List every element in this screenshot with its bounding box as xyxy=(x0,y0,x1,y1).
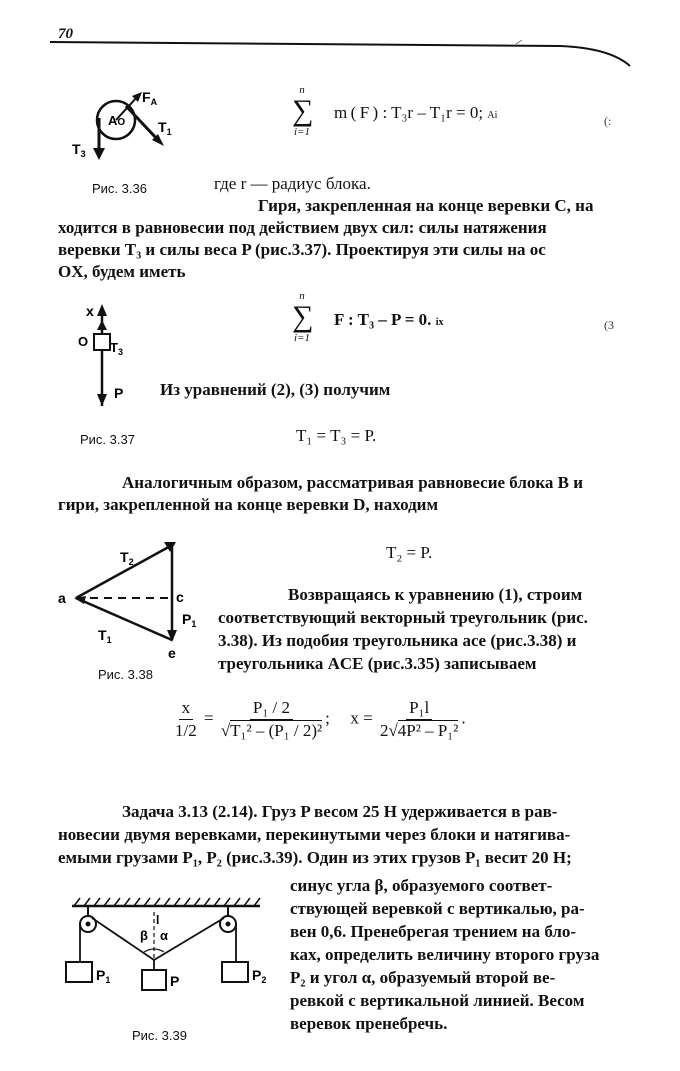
equals-1: = xyxy=(203,708,214,728)
formula-x xyxy=(172,698,466,741)
frac3-coef: 2 xyxy=(379,721,389,740)
arrow-P1 xyxy=(167,630,177,642)
task-line3: емыми грузами P₁, P₂ (рис.3.39). Один из этих грузов P₁ весит 20 Н; xyxy=(58,848,572,867)
fig338-caption: Рис. 3.38 xyxy=(98,667,153,682)
task-line1: Задача 3.13 (2.14). Груз P весом 25 Н удерживается в рав- xyxy=(122,802,558,821)
arrow-T2 xyxy=(164,542,176,552)
para1-line4: ОX, будем иметь xyxy=(58,262,186,281)
fig338-text-1: Возвращаясь к уравнению (1), строим xyxy=(288,585,583,604)
para1-line2: ходится в равновесии под действием двух сил: силы натяжения xyxy=(58,218,547,237)
figure-3-37 xyxy=(76,300,146,410)
fig338-label-e: e xyxy=(168,645,176,661)
rope-t1 xyxy=(126,106,158,140)
weight-p2 xyxy=(222,962,248,982)
sum-1-lower: i=1 xyxy=(294,126,310,138)
fig338-label-T1: $T_1$ xyxy=(98,627,112,645)
frac3-den: 2√4P² – P₁² xyxy=(379,721,459,740)
frac-p1l xyxy=(377,698,461,741)
fig339-label-l: l xyxy=(156,913,160,927)
fig339-caption: Рис. 3.39 xyxy=(132,1028,187,1043)
sum-1 xyxy=(292,84,312,138)
arrow-t3-up xyxy=(97,320,107,330)
arrow-t3 xyxy=(93,148,105,160)
pulley-left-axle xyxy=(86,922,91,927)
fig336-label-T3: $T_3$ xyxy=(72,141,86,159)
fig338-label-T2: $T_2$ xyxy=(120,549,134,567)
task-side-1: синус угла β, образуемого соответ- xyxy=(290,876,553,895)
header-tick xyxy=(516,40,522,44)
pulley-right-axle xyxy=(226,922,231,927)
task-line2: новесии двумя веревками, перекинутыми через блоки и натягива- xyxy=(58,825,571,844)
formula-dot: . xyxy=(461,708,466,728)
figure-3-39 xyxy=(58,890,278,1000)
fig339-label-P2: $P_2$ xyxy=(252,967,267,985)
task-side-2: ствующей веревкой с вертикалью, ра- xyxy=(290,899,585,918)
fig338-label-c: c xyxy=(176,589,184,605)
figure-3-38 xyxy=(56,540,216,660)
fig336-label-F: $F_A$ xyxy=(142,89,158,107)
sum-1-upper: n xyxy=(299,84,305,96)
para2-line1: Аналогичным образом, рассматривая равновесие блока B и xyxy=(122,473,584,492)
fig337-label-x: x xyxy=(86,303,94,319)
frac-x-half xyxy=(172,698,200,741)
eq2-sub: ix xyxy=(435,317,444,328)
eq1-sub-a: A xyxy=(487,110,495,121)
weight-p xyxy=(142,970,166,990)
frac-p1-root xyxy=(218,698,325,741)
task-side-7: веревок пренебречь. xyxy=(290,1014,448,1033)
arrow-axis xyxy=(97,304,107,316)
frac3-rad: 4P² – P₁² xyxy=(397,721,459,740)
equation-t1-t3: T₁ = T₃ = P. xyxy=(296,426,377,445)
para1-line1: Гиря, закрепленная на конце веревки С, на xyxy=(258,196,594,215)
fig337-label-P: P xyxy=(114,385,124,401)
arrow-p-down xyxy=(97,394,107,406)
para1-line3: веревки T₃ и силы веса P (рис.3.37). Проектируя эти силы на ос xyxy=(58,240,546,259)
page-number: 70 xyxy=(58,26,73,42)
frac2-rad: T₁² – (P₁ / 2)² xyxy=(230,721,323,740)
fig338-label-P1: $P_1$ xyxy=(182,611,197,629)
sigma-1: ∑ xyxy=(292,94,314,127)
fig338-text-3: 3.38). Из подобия треугольника ace (рис.3.38) и xyxy=(218,631,577,650)
sum-2 xyxy=(292,290,312,344)
frac3-num: P₁l xyxy=(406,698,432,720)
task-side-4: ках, определить величину второго груза xyxy=(290,945,600,964)
weight-p1 xyxy=(66,962,92,982)
frac2-num: P₁ / 2 xyxy=(250,698,293,720)
fig336-label-A: AO xyxy=(108,113,126,128)
sum-2-upper: n xyxy=(299,290,305,302)
fig339-label-P1: $P_1$ xyxy=(96,967,111,985)
fig336-label-T1: $T_1$ xyxy=(158,119,172,137)
fig337-caption: Рис. 3.37 xyxy=(80,432,135,447)
header-line xyxy=(50,42,630,66)
fig336-caption: Рис. 3.36 xyxy=(92,181,147,196)
side-T1 xyxy=(76,598,172,640)
sum-2-lower: i=1 xyxy=(294,332,310,344)
eq1-sub-i: i xyxy=(494,110,498,121)
task-side-3: вен 0,6. Пренебрегая трением на бло- xyxy=(290,922,577,941)
figure-3-36 xyxy=(68,88,178,168)
equation-1 xyxy=(334,103,497,123)
weight-box xyxy=(94,334,110,350)
fig338-text-2: соответствующий векторный треугольник (рис. xyxy=(218,608,588,627)
fig339-label-alpha: α xyxy=(160,928,168,943)
fig339-label-beta: β xyxy=(140,928,148,943)
frac1-den: 1/2 xyxy=(175,721,197,740)
sigma-2: ∑ xyxy=(292,300,314,333)
text-radius: где r — радиус блока. xyxy=(214,174,371,193)
formula-x-eq: x = xyxy=(350,708,373,728)
frac2-den: √T₁² – (P₁ / 2)² xyxy=(220,721,323,740)
para2-line2: гири, закрепленной на конце веревки D, находим xyxy=(58,495,439,514)
fig338-label-a: a xyxy=(58,590,66,606)
task-side-6: ревкой с вертикальной линией. Весом xyxy=(290,991,585,1010)
formula-semicolon: ; xyxy=(325,708,330,728)
fig337-label-T3: $T_3$ xyxy=(110,340,123,357)
text-from-equations: Из уравнений (2), (3) получим xyxy=(160,380,391,399)
fig338-text-4: треугольника ACE (рис.3.35) записываем xyxy=(218,654,537,673)
task-side-5: P₂ и угол α, образуемый второй ве- xyxy=(290,968,556,987)
eq1-number: (: xyxy=(604,114,612,128)
equation-t2: T₂ = P. xyxy=(386,543,433,562)
eq1-body: m ( F ) : T₃r – T₁r = 0; xyxy=(334,103,484,122)
eq2-body: F : T₃ – P = 0. xyxy=(334,310,432,329)
fig337-label-O: O xyxy=(78,334,89,349)
eq2-number: (3 xyxy=(604,318,614,332)
fig339-label-P: P xyxy=(170,973,180,989)
header-rule xyxy=(0,0,680,70)
equation-2 xyxy=(334,310,443,330)
frac1-num: x xyxy=(179,698,194,720)
